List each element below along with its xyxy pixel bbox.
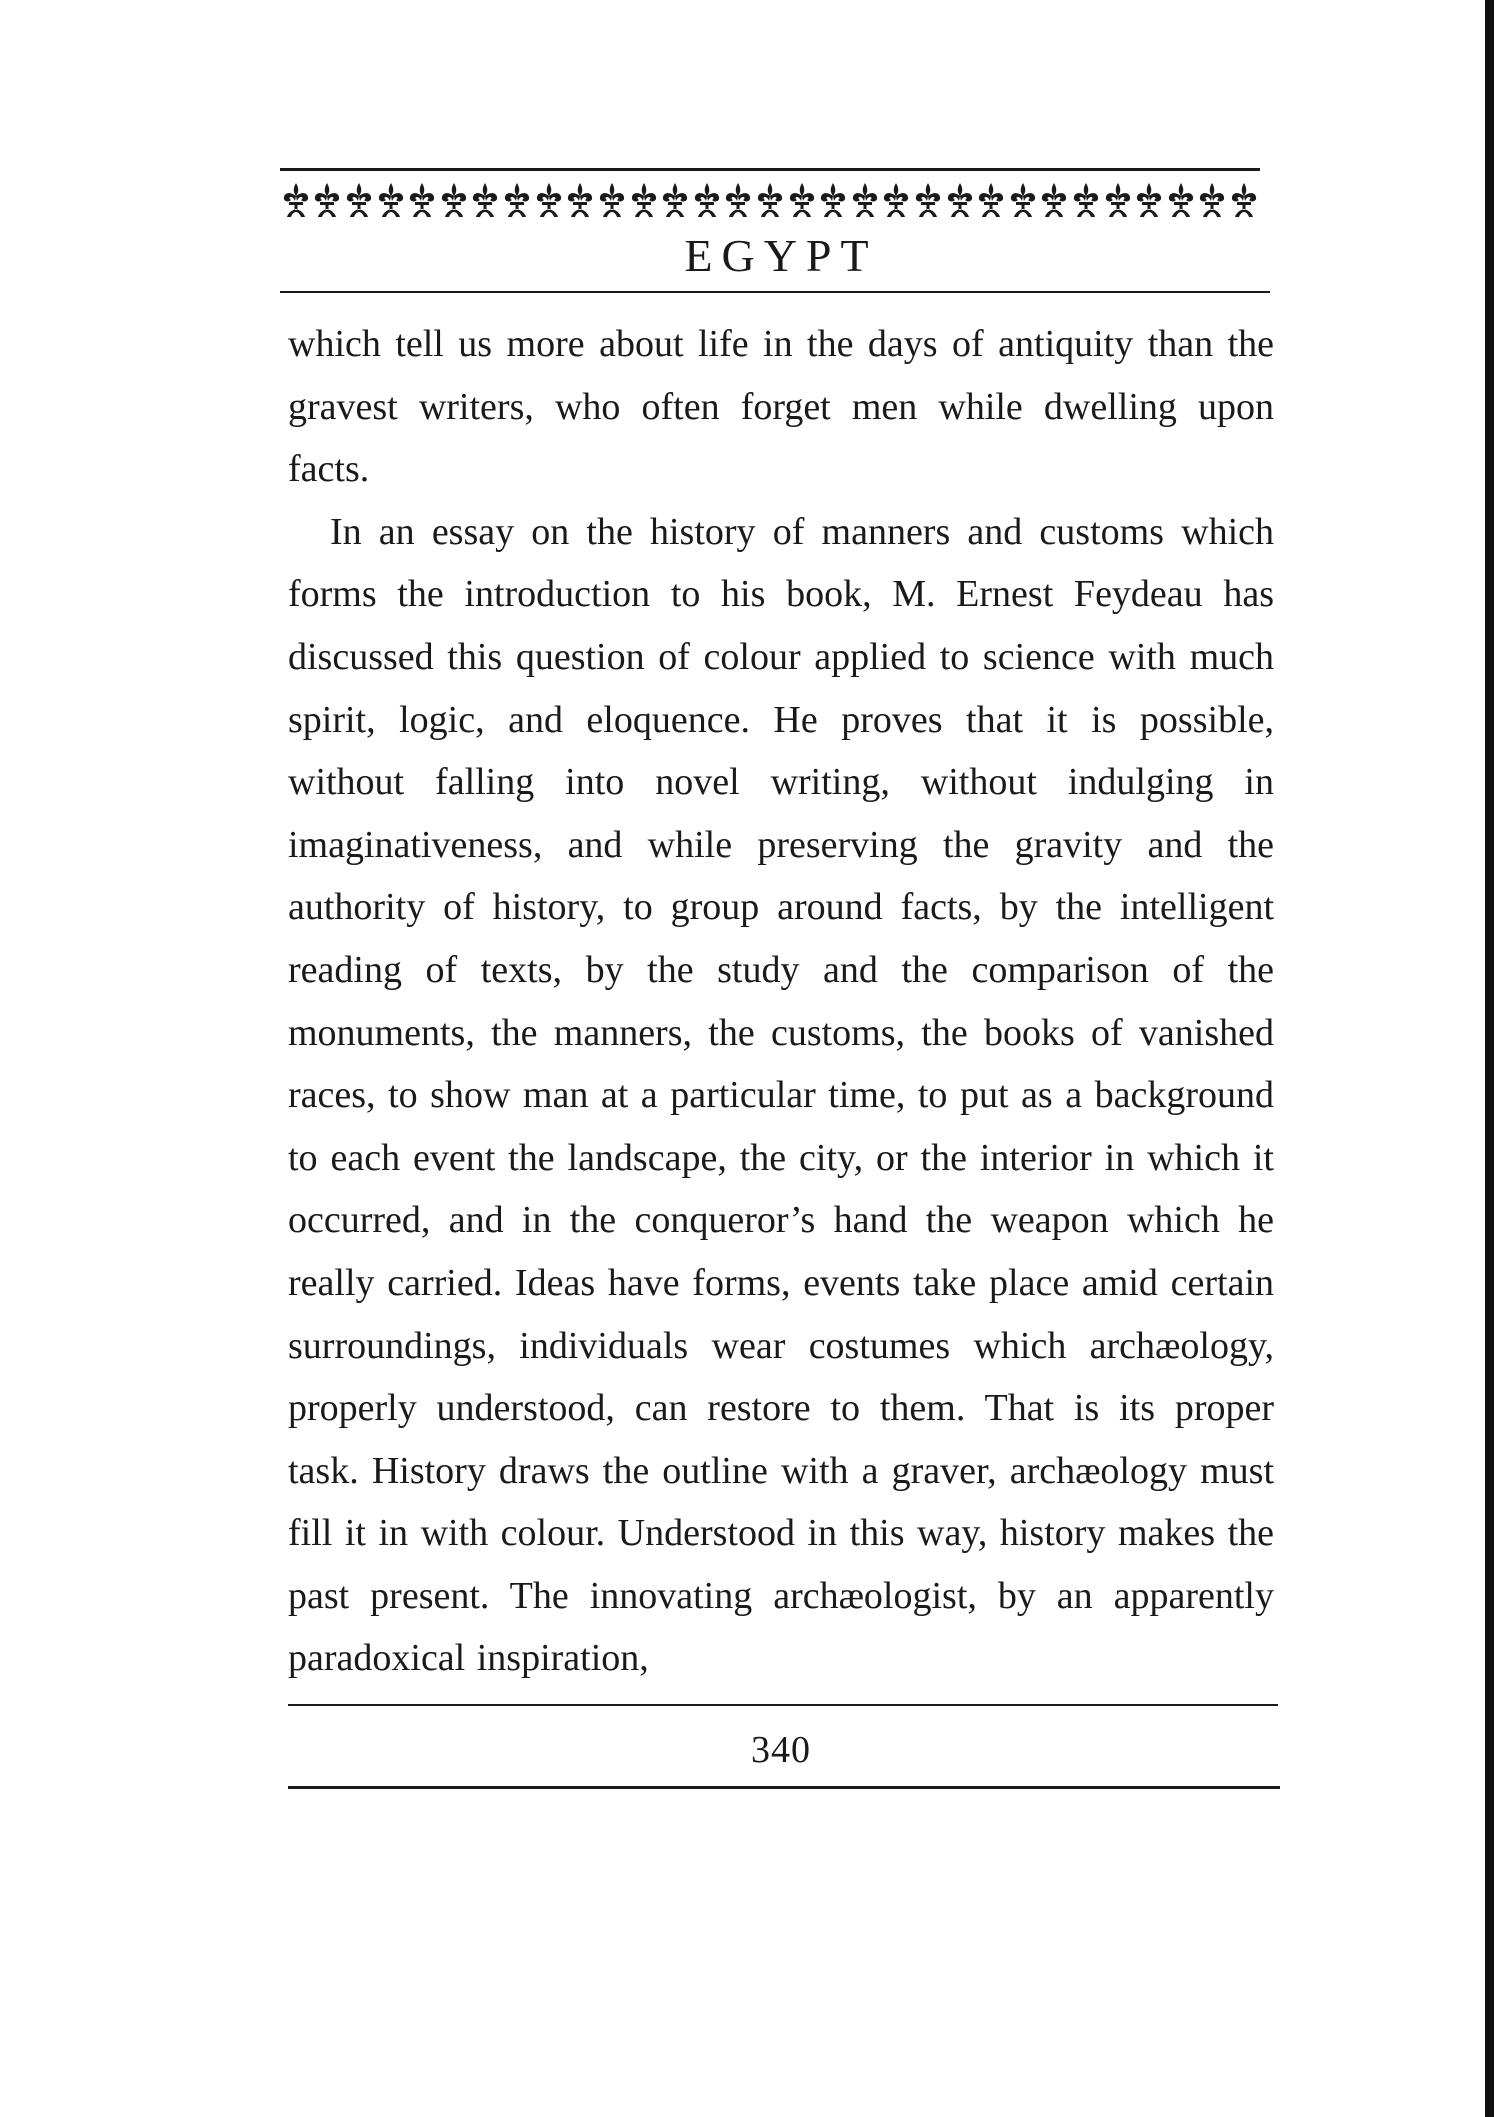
fleur-de-lis-icon — [881, 181, 913, 219]
fleur-de-lis-icon — [786, 181, 818, 219]
page-edge-bar — [1485, 0, 1494, 2117]
fleur-de-lis-icon — [438, 181, 470, 219]
fleur-de-lis-icon — [628, 181, 660, 219]
fleur-de-lis-icon — [1228, 181, 1260, 219]
fleur-de-lis-icon — [1197, 181, 1229, 219]
header-top-rule — [280, 168, 1260, 171]
fleur-de-lis-icon — [1070, 181, 1102, 219]
fleur-de-lis-icon — [470, 181, 502, 219]
page-number: 340 — [751, 1729, 811, 1772]
paragraph-continued: which tell us more about life in the days of antiquity than the gravest writers, who often forget men while dwelling upon facts. — [288, 323, 1274, 491]
fleur-de-lis-icon — [817, 181, 849, 219]
fleur-de-lis-icon — [944, 181, 976, 219]
fleur-de-lis-icon — [1102, 181, 1134, 219]
fleur-de-lis-icon — [975, 181, 1007, 219]
fleur-de-lis-icon — [533, 181, 565, 219]
fleur-de-lis-icon — [1165, 181, 1197, 219]
fleur-de-lis-icon — [564, 181, 596, 219]
fleur-de-lis-icon — [375, 181, 407, 219]
fleur-de-lis-icon — [312, 181, 344, 219]
fleur-de-lis-icon — [1039, 181, 1071, 219]
fleur-de-lis-icon — [659, 181, 691, 219]
running-head: EGYPT — [684, 230, 878, 281]
fleur-de-lis-icon — [343, 181, 375, 219]
fleur-de-lis-icon — [912, 181, 944, 219]
fleur-de-lis-icon — [723, 181, 755, 219]
book-page — [288, 168, 1274, 1789]
fleur-de-lis-icon — [406, 181, 438, 219]
fleur-de-lis-icon — [691, 181, 723, 219]
fleur-de-lis-icon — [280, 181, 312, 219]
fleur-de-lis-icon — [1007, 181, 1039, 219]
header-bottom-rule — [280, 291, 1270, 293]
footer-top-rule — [288, 1704, 1278, 1706]
fleur-de-lis-icon — [849, 181, 881, 219]
fleur-de-lis-icon — [501, 181, 533, 219]
footer-bottom-rule — [288, 1786, 1280, 1789]
body-text — [288, 313, 1274, 1690]
ornament-band — [280, 181, 1260, 221]
fleur-de-lis-icon — [596, 181, 628, 219]
fleur-de-lis-icon — [1133, 181, 1165, 219]
fleur-de-lis-icon — [754, 181, 786, 219]
paragraph: In an essay on the history of manners and customs which forms the introduction to his book, M. Ernest Feydeau has discussed this question of colour applied to science with much spirit, logic, and eloquence. He proves that it is possible, without falling into novel writing, without indulging in imaginativeness, and while preserving the gravity and the authority of history, to group around facts, by the intelligent reading of texts, by the study and the comparison of the monuments, the manners, the customs, the books of vanished races, to show man at a particular time, to put as a background to each event the landscape, the city, or the interior in which it occurred, and in the conqueror’s hand the weapon which he really carried. Ideas have forms, events take place amid certain surroundings, individuals wear costumes which archæology, properly understood, can restore to them. That is its proper task. History draws the outline with a graver, archæology must fill it in with colour. Understood in this way, history makes the past present. The innovating archæologist, by an apparently paradoxical inspiration, — [288, 510, 1274, 1680]
